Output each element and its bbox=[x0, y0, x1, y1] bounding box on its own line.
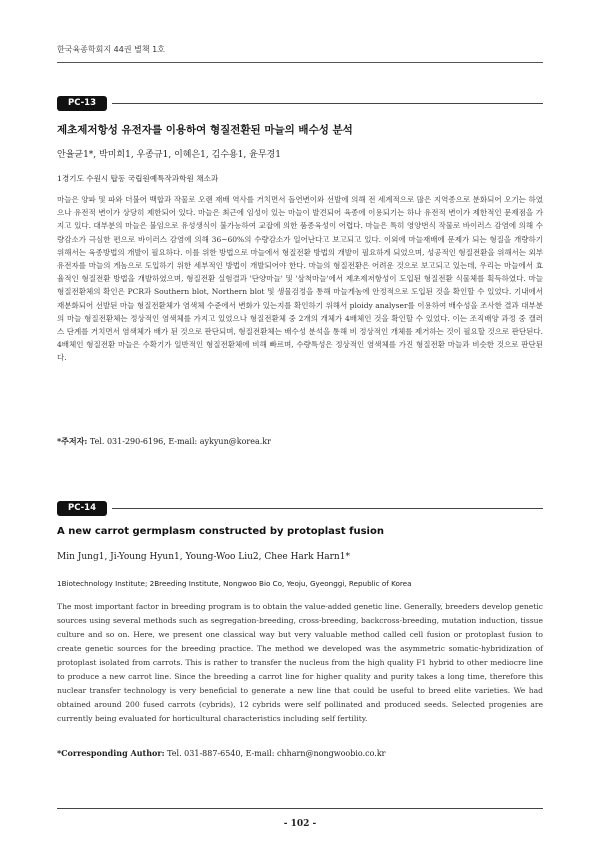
abstract-title: 제초제저항성 유전자를 이용하여 형질전환된 마늘의 배수성 분석 bbox=[57, 124, 353, 136]
abstract-body: 마늘은 양파 및 파와 더불어 백합과 작물로 오랜 재배 역사를 거치면서 돌연변이와 선발에 의해 전 세계적으로 많은 지역종으로 분화되어 오기는 하였으나 유전적 변이가 상당히 제한되어 있다. 마늘은 최근에 임성이 있는 마늘이 발견되어 육종에 이용되기는 하나 유전적 변이가 제한적인 문제점을 가지고 있다. 대부분의 마늘은 불임으로 유성생식이 불가능하여 교잡에 의한 품종육성이 어렵다. 마늘은 특히 영양번식 작물로 바이러스 감염에 의해 수량감소가 극심한 편으로 바이러스 감염에 의해 36~60%의 수량감소가 일어난다고 보고되고 있다. 이외에 마늘재배에 문제가 되는 형질을 개량하기 위해서는 육종방법의 개발이 필요하다. 이를 위한 방법으로 마늘에서 형질전환 방법의 개발이 필요하게 되었으며, 성공적인 형질전환을 위해서는 외부 유전자를 마늘의 게놈으로 도입하기 위한 세부적인 방법이 개발되어야 한다. 마늘의 형질전환은 어려운 것으로 보고되고 있는데, 우리는 마늘에서 효율적인 형질전환 방법을 개발하였으며, 형질전환 실험결과 '단양마늘' 및 '삼척마늘'에서 제초제저항성이 도입된 형질전환 식물체를 획득하였다. 마늘 형질전환체의 확인은 PCR과 Southern blot, Northern blot 및 생물검정을 통해 마늘게놈에 안정적으로 도입된 것을 확인할 수 있었다. 기내에서 재분화되어 선발된 마늘 형질전환체가 염색체 수준에서 변화가 있는지를 확인하기 위해서 ploidy analyser를 이용하여 배수성을 조사한 결과 대부분의 마늘 형질전환체는 정상적인 염색체를 가지고 있었으나 형질전환체 중 2개의 개체가 4배체인 것을 확인할 수 있었다. 이는 조직배양 과정 중 캘러스 단계를 거치면서 염색체가 배가 된 것으로 판단되며, 형질전환체는 배수성 분석을 통해 비 정상적인 개체를 제거하는 것이 필요할 것으로 판단된다. 4배체인 형질전환 마늘은 수확기가 일반적인 형질전환체에 비해 빠르며, 수량특성은 정상적인 염색체를 가진 형질전환 마늘과 비슷한 것으로 판단된다. bbox=[57, 195, 543, 363]
page-number: - 102 - bbox=[283, 819, 317, 829]
author-list: 안율균1*, 박미희1, 우종규1, 이혜은1, 김수용1, 윤무경1 bbox=[57, 150, 281, 160]
abstract-title: A new carrot germplasm constructed by protoplast fusion bbox=[57, 526, 384, 537]
affiliation: 1Biotechnology Institute; 2Breeding Institute, Nongwoo Bio Co, Yeoju, Gyeonggi, Republic of Korea bbox=[57, 579, 412, 588]
running-header: 한국육종학회지 44권 별책 1호 bbox=[57, 45, 165, 54]
contact-details: Tel. 031-887-6540, E-mail: chharn@nongwoobio.co.kr bbox=[167, 749, 386, 758]
abstract-tag: PC-14 bbox=[57, 501, 107, 516]
contact-line bbox=[57, 748, 543, 758]
contact-details: Tel. 031-290-6196, E-mail: aykyun@korea.kr bbox=[89, 437, 271, 446]
section-rule bbox=[112, 508, 543, 509]
affiliation: 1경기도 수원시 탑동 국립원예특작과학원 채소과 bbox=[57, 174, 219, 183]
abstract-tag: PC-13 bbox=[57, 96, 107, 111]
contact-label: *주저자: bbox=[57, 436, 88, 446]
footer-rule bbox=[57, 808, 543, 809]
abstract-body: The most important factor in breeding program is to obtain the value-added genetic line. Generally, breeders develop genetic sources using several methods such as segregation-breeding, cross-breeding, backcross-breeding, mutation induction, tissue culture and so on. Here, we present one classical way but very valuable method called cell fusion or protoplast fusion to create genetic sources for the breeding practice. The method we developed was the asymmetric somatic-hybridization of protoplast isolated from carrots. This is rather to transfer the nucleus from the high quality F1 hybrid to other mediocre line to produce a new carrot line. Since the breeding a carrot line for higher quality and purity takes a long time, therefore this nuclear transfer technology is very beneficial to generate a new line that could be useful to breed elite varieties. We had obtained around 200 fused carrots (cybrids), 12 cybrids were self pollinated and produced seeds. Selected progenies are currently being evaluated for horticultural characteristics including self fertility. bbox=[57, 602, 543, 723]
contact-line bbox=[57, 436, 543, 447]
header-rule bbox=[57, 62, 543, 63]
author-list: Min Jung1, Ji-Young Hyun1, Young-Woo Liu2, Chee Hark Harn1* bbox=[57, 552, 350, 562]
contact-label: *Corresponding Author: bbox=[57, 748, 165, 758]
section-rule bbox=[112, 103, 543, 104]
